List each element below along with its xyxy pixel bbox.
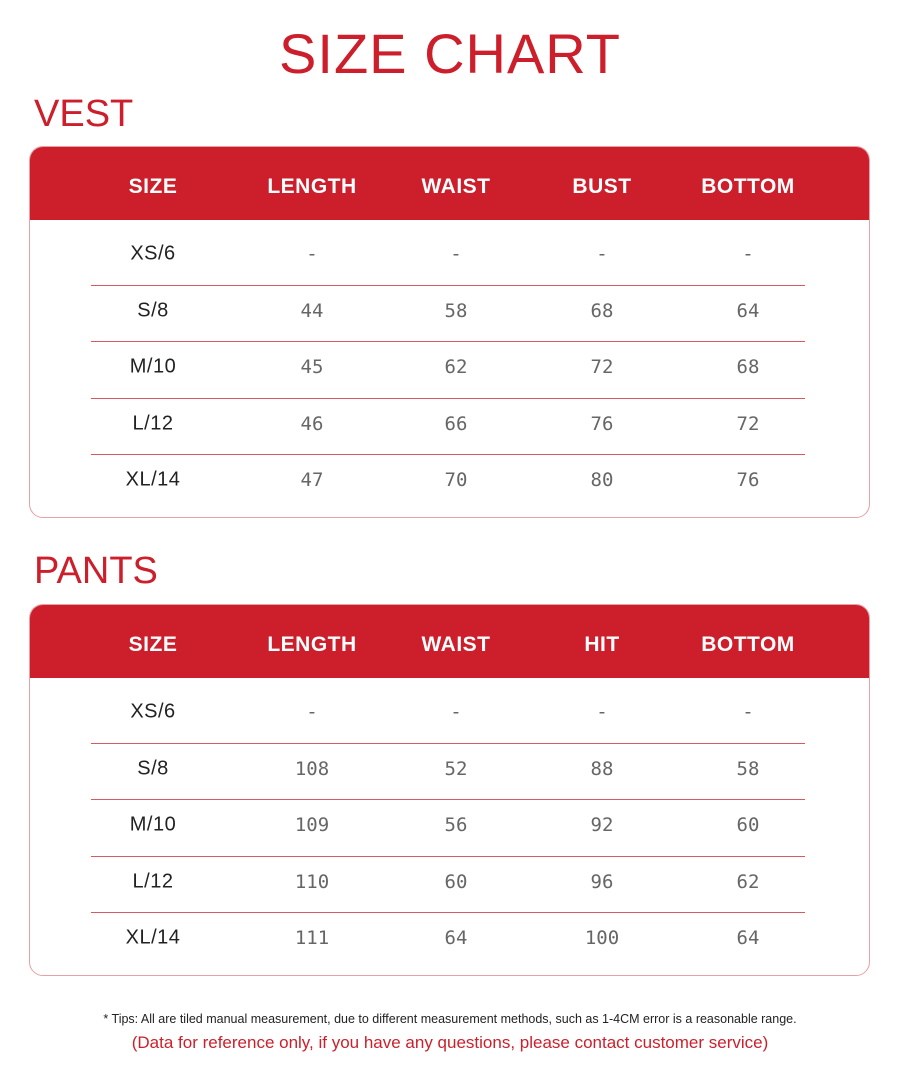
pants-cell-c4: - bbox=[596, 701, 608, 723]
pants-cell-length: 108 bbox=[294, 757, 330, 780]
vest-size-table bbox=[29, 146, 870, 518]
pants-cell-c4: 100 bbox=[584, 927, 620, 949]
vest-cell-bottom: 68 bbox=[736, 356, 760, 378]
vest-cell-c4: - bbox=[596, 243, 608, 265]
vest-header-bottom: BOTTOM bbox=[701, 175, 795, 198]
vest-cell-waist: 58 bbox=[444, 299, 468, 322]
vest-cell-waist: - bbox=[450, 243, 462, 265]
vest-table-row bbox=[30, 226, 869, 282]
vest-cell-bottom: 64 bbox=[736, 299, 760, 322]
vest-cell-length: - bbox=[306, 243, 318, 265]
vest-cell-size: S/8 bbox=[137, 299, 169, 321]
pants-table-row bbox=[30, 854, 869, 910]
vest-table-row bbox=[30, 339, 869, 395]
vest-cell-c4: 76 bbox=[590, 412, 614, 435]
vest-table-header bbox=[30, 147, 869, 220]
pants-cell-bottom: 64 bbox=[736, 927, 760, 949]
vest-cell-size: L/12 bbox=[132, 412, 174, 434]
vest-cell-size: XL/14 bbox=[125, 468, 181, 491]
pants-cell-bottom: 62 bbox=[736, 870, 760, 893]
pants-cell-c4: 96 bbox=[590, 870, 614, 893]
vest-cell-length: 45 bbox=[300, 356, 324, 378]
pants-cell-c4: 92 bbox=[590, 814, 614, 836]
vest-header-length: LENGTH bbox=[267, 175, 357, 198]
pants-size-table bbox=[29, 604, 870, 976]
pants-cell-waist: 52 bbox=[444, 757, 468, 780]
pants-header-length: LENGTH bbox=[267, 633, 357, 656]
vest-cell-length: 44 bbox=[300, 299, 324, 322]
pants-cell-size: M/10 bbox=[129, 813, 177, 836]
vest-table-row bbox=[30, 283, 869, 339]
pants-cell-bottom: 60 bbox=[736, 814, 760, 836]
vest-section-title: VEST bbox=[34, 93, 134, 135]
pants-cell-waist: 56 bbox=[444, 814, 468, 836]
vest-header-size: SIZE bbox=[128, 175, 178, 198]
vest-header-waist: WAIST bbox=[421, 175, 491, 198]
vest-cell-size: M/10 bbox=[129, 355, 177, 378]
pants-table-row bbox=[30, 741, 869, 797]
vest-header-bust: BUST bbox=[572, 175, 632, 198]
pants-cell-length: 111 bbox=[294, 927, 330, 949]
page-title: SIZE CHART bbox=[279, 22, 621, 85]
pants-cell-size: S/8 bbox=[137, 757, 169, 779]
vest-cell-bottom: 72 bbox=[736, 412, 760, 435]
vest-cell-waist: 62 bbox=[444, 356, 468, 378]
vest-table-row bbox=[30, 396, 869, 452]
pants-header-hit: HIT bbox=[584, 633, 620, 656]
pants-cell-waist: 64 bbox=[444, 927, 468, 949]
pants-cell-size: XL/14 bbox=[125, 926, 181, 949]
vest-cell-bottom: 76 bbox=[736, 469, 760, 491]
pants-cell-c4: 88 bbox=[590, 757, 614, 780]
pants-cell-bottom: - bbox=[742, 701, 754, 723]
pants-cell-waist: - bbox=[450, 701, 462, 723]
vest-cell-waist: 66 bbox=[444, 412, 468, 435]
reference-note: (Data for reference only, if you have any questions, please contact customer service) bbox=[131, 1033, 769, 1052]
vest-cell-size: XS/6 bbox=[130, 242, 176, 265]
vest-cell-c4: 80 bbox=[590, 469, 614, 491]
vest-cell-c4: 72 bbox=[590, 356, 614, 378]
pants-table-header bbox=[30, 605, 869, 678]
pants-table-row bbox=[30, 797, 869, 853]
vest-cell-c4: 68 bbox=[590, 299, 614, 322]
vest-table-row bbox=[30, 452, 869, 508]
pants-cell-length: - bbox=[306, 701, 318, 723]
pants-cell-size: XS/6 bbox=[130, 700, 176, 723]
vest-cell-length: 47 bbox=[300, 469, 324, 491]
pants-cell-bottom: 58 bbox=[736, 757, 760, 780]
vest-cell-waist: 70 bbox=[444, 469, 468, 491]
pants-section-title: PANTS bbox=[34, 550, 158, 592]
vest-cell-length: 46 bbox=[300, 412, 324, 435]
pants-table-row bbox=[30, 684, 869, 740]
pants-table-row bbox=[30, 910, 869, 966]
pants-header-waist: WAIST bbox=[421, 633, 491, 656]
pants-cell-length: 109 bbox=[294, 814, 330, 836]
tips-text: * Tips: All are tiled manual measurement, due to different measurement methods, such as 1-4CM error is a reasonable range. bbox=[103, 1012, 797, 1026]
vest-cell-bottom: - bbox=[742, 243, 754, 265]
pants-header-size: SIZE bbox=[128, 633, 178, 656]
pants-header-bottom: BOTTOM bbox=[701, 633, 795, 656]
pants-cell-size: L/12 bbox=[132, 870, 174, 892]
pants-cell-waist: 60 bbox=[444, 870, 468, 893]
pants-cell-length: 110 bbox=[294, 870, 330, 893]
